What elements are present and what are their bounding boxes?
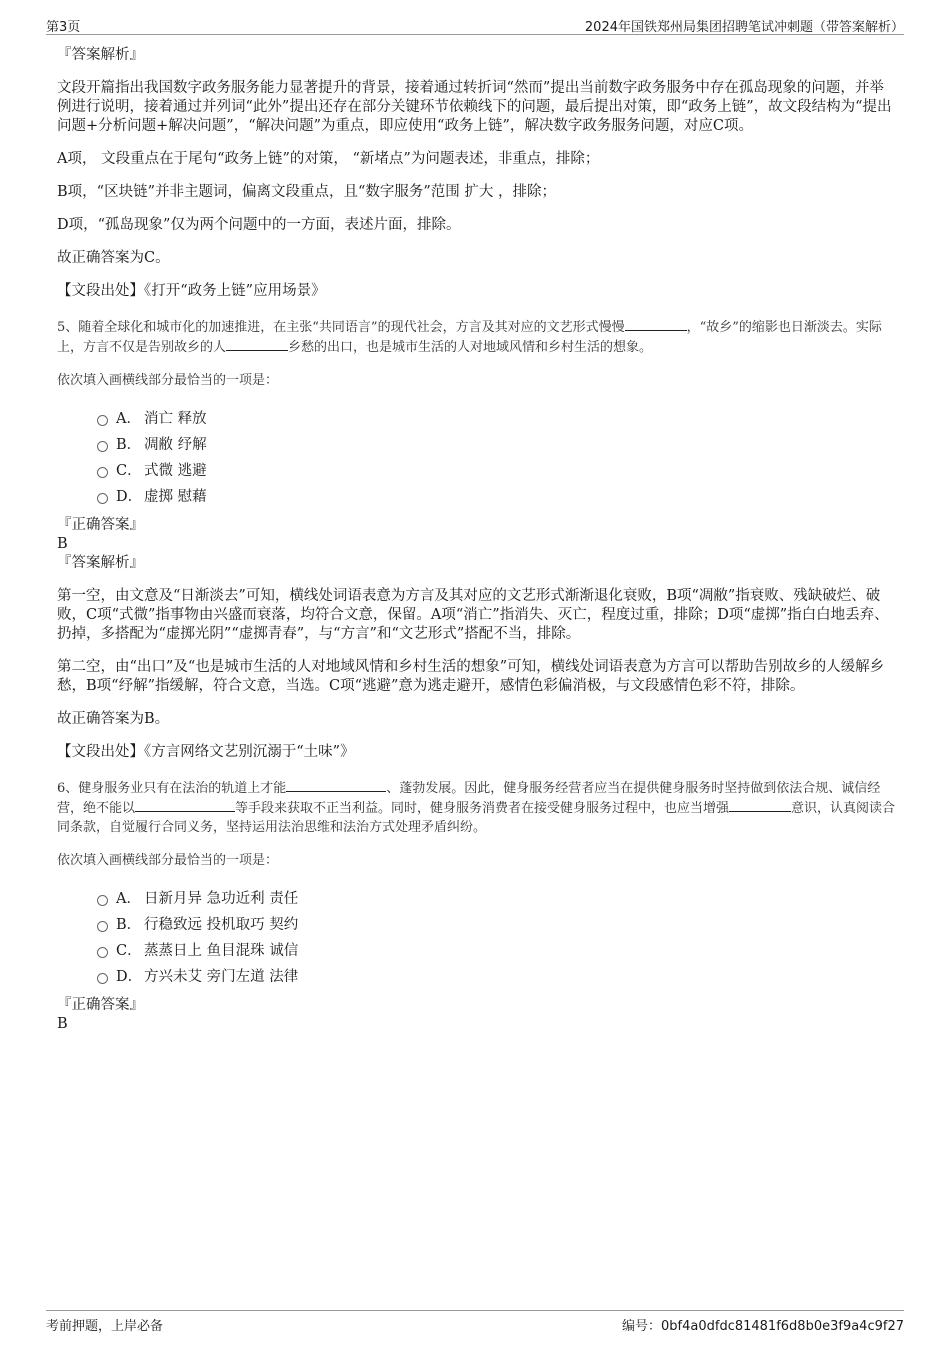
radio-icon[interactable]: [97, 493, 108, 504]
page-content: [57, 46, 897, 1034]
radio-icon[interactable]: [97, 467, 108, 478]
q6-correct-answer: B: [57, 1016, 68, 1032]
q6-option-c[interactable]: C． 蒸蒸日上 鱼目混珠 诚信: [97, 938, 897, 964]
q5-options: [97, 406, 897, 510]
page-footer: [46, 1310, 904, 1334]
blank-line: [135, 798, 235, 812]
q4-analysis-label: 『答案解析』: [57, 47, 144, 63]
blank-line: [286, 778, 386, 792]
radio-icon[interactable]: [97, 921, 108, 932]
q5-option-b[interactable]: B． 凋敝 纾解: [97, 432, 897, 458]
blank-line: [729, 798, 791, 812]
radio-icon[interactable]: [97, 441, 108, 452]
q5-prompt: 依次填入画横线部分最恰当的一项是：: [57, 373, 279, 388]
radio-icon[interactable]: [97, 415, 108, 426]
q5-analysis-p1: 第一空，由文意及“日渐淡去”可知，横线处词语表意为方言及其对应的文艺形式渐渐退化衰败，B项“凋敝”指衰败、残缺破烂、破败，C项“式微”指事物由兴盛而衰落，均符合文意，保留。A项“消亡”指消失、灭亡，程度过重，排除；D项“虚掷”指白白地丢弃、扔掉，多搭配为“虚掷光阴”“虚掷青春”，与“方言”和“文艺形式”搭配不当，排除。: [57, 588, 889, 642]
q5-option-a[interactable]: A． 消亡 释放: [97, 406, 897, 432]
radio-icon[interactable]: [97, 973, 108, 984]
document-code: 编号：0bf4a0dfdc81481f6d8b0e3f9a4c9f27: [622, 1319, 904, 1334]
page-header: [46, 14, 904, 35]
q4-analysis-b: B项，“区块链”并非主题词，偏离文段重点，且“数字服务”范围 扩大 ，排除；: [57, 184, 557, 200]
q5-option-c[interactable]: C． 式微 逃避: [97, 458, 897, 484]
q5-option-d[interactable]: D． 虚掷 慰藉: [97, 484, 897, 510]
q6-option-d[interactable]: D． 方兴未艾 旁门左道 法律: [97, 964, 897, 990]
blank-line: [226, 337, 288, 351]
q6-options: [97, 886, 897, 990]
q4-conclusion: 故正确答案为C。: [57, 250, 170, 266]
q4-analysis-paragraph: 文段开篇指出我国数字政务服务能力显著提升的背景，接着通过转折词“然而”提出当前数字政务服务中存在孤岛现象的问题，并举例进行说明，接着通过并列词“此外”提出还存在部分关键环节依赖线下的问题，最后提出对策，即“政务上链”，故文段结构为“提出问题+分析问题+解决问题”，“解决问题”为重点，即应使用“政务上链”，解决数字政务服务问题，对应C项。: [57, 80, 892, 134]
q6-option-a[interactable]: A． 日新月异 急功近利 责任: [97, 886, 897, 912]
blank-line: [625, 317, 687, 331]
q5-stem: 5、随着全球化和城市化的加速推进，在主张“共同语言”的现代社会，方言及其对应的文艺形式慢慢 ，“故乡”的缩影也日渐淡去。实际上，方言不仅是告别故乡的人 乡愁的出口，也是城市生活的人对地域风情和乡村生活的想象。: [57, 317, 897, 357]
q5-analysis-label: 『答案解析』: [57, 555, 144, 571]
q6-stem: 6、健身服务业只有在法治的轨道上才能 、蓬勃发展。因此，健身服务经营者应当在提供健身服务时坚持做到依法合规、诚信经营，绝不能以 等手段来获取不正当利益。同时，健身服务消费者在接受健身服务过程中，也应当增强 意识，认真阅读合同条款，自觉履行合同义务，坚持运用法治思维和法治方式处理矛盾纠纷。: [57, 778, 897, 837]
q6-correct-label: 『正确答案』: [57, 997, 144, 1013]
q5-conclusion: 故正确答案为B。: [57, 711, 170, 727]
q6-prompt: 依次填入画横线部分最恰当的一项是：: [57, 853, 279, 868]
document-title: 2024年国铁郑州局集团招聘笔试冲刺题（带答案解析）: [584, 20, 904, 35]
q4-analysis-d: D项，“孤岛现象”仅为两个问题中的一方面，表述片面，排除。: [57, 217, 461, 233]
radio-icon[interactable]: [97, 947, 108, 958]
radio-icon[interactable]: [97, 895, 108, 906]
page-number: 第3页: [46, 20, 81, 35]
q6-option-b[interactable]: B． 行稳致远 投机取巧 契约: [97, 912, 897, 938]
q5-source: 【文段出处】《方言网络文艺别沉溺于“土味”》: [57, 744, 355, 760]
q5-analysis-p2: 第二空，由“出口”及“也是城市生活的人对地域风情和乡村生活的想象”可知，横线处词语表意为方言可以帮助告别故乡的人缓解乡愁，B项“纾解”指缓解，符合文意，当选。C项“逃避”意为逃走避开，感情色彩偏消极，与文段感情色彩不符，排除。: [57, 659, 885, 694]
footer-slogan: 考前押题，上岸必备: [46, 1319, 164, 1334]
q5-correct-label: 『正确答案』: [57, 517, 144, 533]
q4-analysis-a: A项， 文段重点在于尾句“政务上链”的对策， “新堵点”为问题表述，非重点，排除；: [57, 151, 600, 167]
q4-source: 【文段出处】《打开“政务上链”应用场景》: [57, 283, 326, 299]
q5-correct-answer: B: [57, 536, 68, 552]
